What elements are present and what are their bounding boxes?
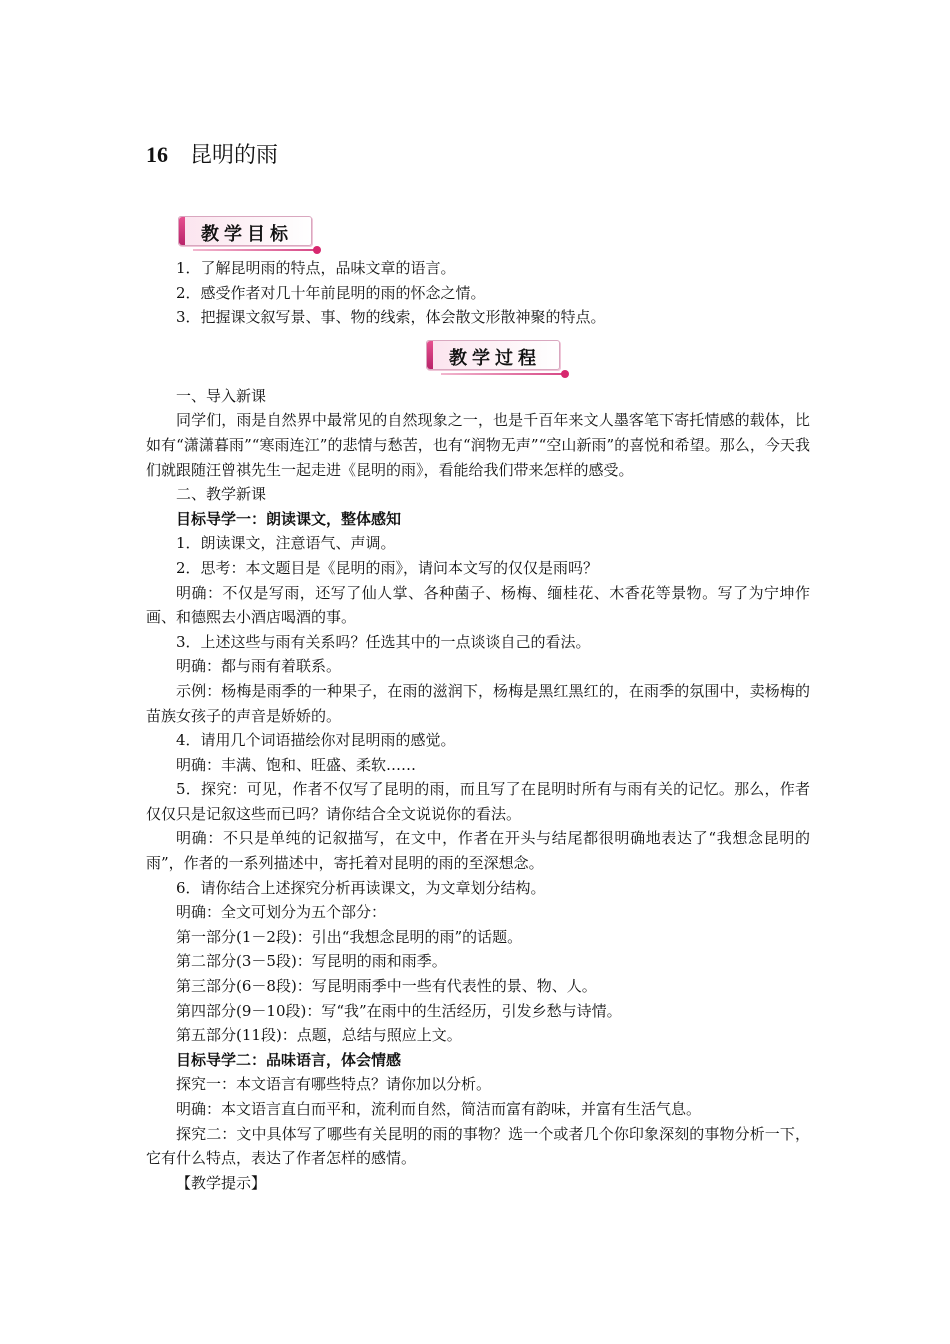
banner-accent [179, 217, 185, 245]
section-heading: 目标导学一：朗读课文，整体感知 [176, 509, 402, 528]
paragraph: 明确：都与雨有着联系。 [176, 657, 342, 676]
paragraph: 【教学提示】 [176, 1173, 267, 1192]
paragraph: 第四部分(9－10段)：写“我”在雨中的生活经历，引发乡愁与诗情。 [176, 1001, 622, 1020]
paragraph: 二、教学新课 [176, 485, 267, 504]
section-gap [146, 330, 810, 384]
paragraph: 同学们，雨是自然界中最常见的自然现象之一，也是千百年来文人墨客笔下寄托情感的载体，比如有“潇潇暮雨”“寒雨连江”的悲情与愁苦，也有“润物无声”“空山新雨”的喜悦和希望。那么，今天我们就跟随汪曾祺先生一起走进《昆明的雨》，看能给我们带来怎样的感受。 [146, 411, 810, 479]
process-banner-label: 教学过程 [449, 348, 541, 369]
goals-banner [178, 216, 312, 246]
banner-underline [193, 249, 317, 251]
paragraph: 探究二：文中具体写了哪些有关昆明的雨的事物？选一个或者几个你印象深刻的事物分析一下，它有什么特点，表达了作者怎样的感情。 [146, 1124, 810, 1168]
paragraph: 4．请用几个词语描绘你对昆明雨的感觉。 [176, 731, 456, 750]
paragraph: 探究一：本文语言有哪些特点？请你加以分析。 [176, 1075, 492, 1094]
lesson-title [146, 140, 278, 171]
paragraph: 明确：全文可划分为五个部分： [176, 903, 387, 922]
paragraph: 第五部分(11段)：点题，总结与照应上文。 [176, 1026, 462, 1045]
lesson-name: 昆明的雨 [190, 143, 279, 168]
paragraph: 1．朗读课文，注意语气、声调。 [176, 534, 396, 553]
paragraph: 5．探究：可见，作者不仅写了昆明的雨，而且写了在昆明时所有与雨有关的记忆。那么，作者仅仅只是记叙这些而已吗？请你结合全文说说你的看法。 [146, 780, 810, 823]
goals-list [146, 256, 810, 330]
goals-banner-label: 教学目标 [201, 224, 293, 245]
paragraph: 示例：杨梅是雨季的一种果子，在雨的滋润下，杨梅是黑红黑红的，在雨季的氛围中，卖杨梅的苗族女孩子的声音是娇娇的。 [146, 681, 810, 725]
goal-item: 3．把握课文叙写景、事、物的线索，体会散文形散神聚的特点。 [176, 308, 606, 327]
paragraph: 第一部分(1－2段)：引出“我想念昆明的雨”的话题。 [176, 927, 523, 946]
section-heading: 目标导学二：品味语言，体会情感 [176, 1050, 402, 1069]
paragraph: 一、导入新课 [176, 386, 267, 405]
process-content [146, 384, 810, 1196]
paragraph: 第二部分(3－5段)：写昆明的雨和雨季。 [176, 952, 447, 971]
paragraph: 6．请你结合上述探究分析再读课文，为文章划分结构。 [176, 878, 546, 897]
goal-item: 2．感受作者对几十年前昆明的雨的怀念之情。 [176, 283, 486, 302]
document-body [146, 256, 810, 1195]
banner-dot-icon [313, 246, 321, 254]
paragraph: 2．思考：本文题目是《昆明的雨》，请问本文写的仅仅是雨吗？ [176, 558, 599, 577]
paragraph: 3．上述这些与雨有关系吗？任选其中的一点谈谈自己的看法。 [176, 632, 591, 651]
paragraph: 明确：本文语言直白而平和，流利而自然，简洁而富有韵味，并富有生活气息。 [176, 1100, 702, 1118]
paragraph: 明确：丰满、饱和、旺盛、柔软…… [176, 755, 417, 774]
paragraph: 明确：不仅是写雨，还写了仙人掌、各种菌子、杨梅、缅桂花、木香花等景物。写了为宁坤作画、和德熙去小酒店喝酒的事。 [146, 583, 810, 627]
goal-item: 1．了解昆明雨的特点，品味文章的语言。 [176, 259, 456, 277]
paragraph: 第三部分(6－8段)：写昆明雨季中一些有代表性的景、物、人。 [176, 977, 597, 996]
paragraph: 明确：不只是单纯的记叙描写，在文中，作者在开头与结尾都很明确地表达了“我想念昆明的雨”，作者的一系列描述中，寄托着对昆明的雨的至深想念。 [146, 829, 810, 873]
lesson-number: 16 [146, 142, 168, 167]
